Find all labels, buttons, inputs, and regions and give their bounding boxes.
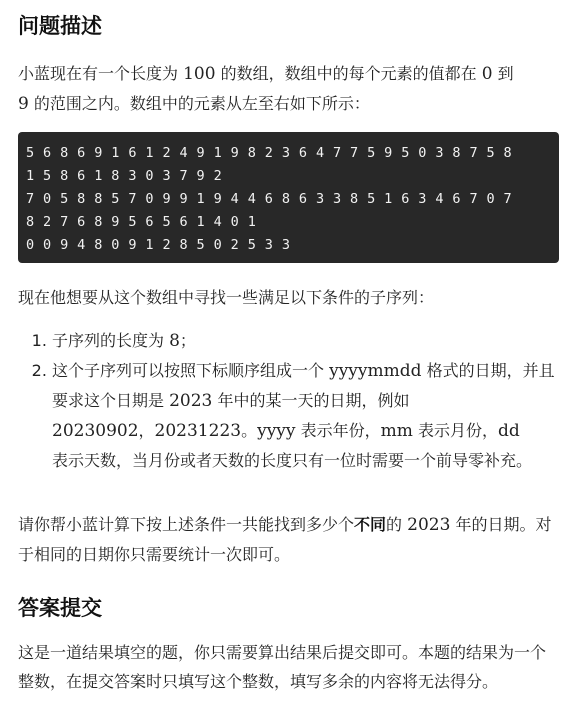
question-text-c: 年的日期。对于相同的日期你只需要统计一次即可。 [18, 515, 552, 564]
condition-2-text-h: 表示天数，当月份或者天数的长度只有一位时需要一个前导零补充。 [52, 451, 533, 470]
question-bold-distinct: 不同 [354, 515, 387, 534]
condition-1-text-a: 子序列的长度为 [52, 331, 170, 350]
condition-2-text-a: 这个子序列可以按照下标顺序组成一个 [52, 361, 330, 380]
intro-text-b: 的数组，数组中的每个元素的值都在 [215, 64, 482, 83]
array-length-number: 100 [183, 64, 216, 84]
code-line: 8 2 7 6 8 9 5 6 5 6 1 4 0 1 [26, 214, 257, 230]
range-max-number: 9 [18, 94, 29, 114]
answer-submission-heading: 答案提交 [18, 596, 102, 620]
subsequence-length-number: 8 [169, 331, 180, 351]
conditions-list [18, 326, 559, 475]
question-paragraph [18, 510, 559, 569]
dd-token: dd [497, 421, 520, 441]
example-date-1: 20230902 [52, 421, 139, 441]
question-text-a: 请你帮小蓝计算下按上述条件一共能找到多少个 [18, 515, 355, 534]
array-code-block [18, 132, 559, 263]
intro-text-d: 的范围之内。数组中的元素从左至右如下所示： [28, 94, 370, 113]
problem-description-heading: 问题描述 [18, 14, 102, 38]
conditions-lead-text: 现在他想要从这个数组中寻找一些满足以下条件的子序列： [18, 288, 435, 307]
intro-text-a: 小蓝现在有一个长度为 [18, 64, 184, 83]
question-text-b: 的 [386, 515, 408, 534]
condition-2-text-d: ， [138, 421, 155, 440]
yyyy-token: yyyy [257, 421, 296, 441]
mm-token: mm [380, 421, 413, 441]
condition-1-text-b: ； [179, 331, 196, 350]
condition-2-text-b: 格式的日期，并且要求这个日期是 [52, 361, 555, 410]
answer-instructions-text: 这是一道结果填空的题，你只需要算出结果后提交即可。本题的结果为一个整数，在提交答案时只填写这个整数，填写多余的内容将无法得分。 [18, 643, 547, 691]
intro-text-c: 到 [492, 64, 514, 83]
year-number: 2023 [169, 391, 213, 411]
condition-item-date-format [52, 356, 559, 475]
code-line: 5 6 8 6 9 1 6 1 2 4 9 1 9 8 2 3 6 4 7 7 5 9 5 0 3 8 7 5 8 [26, 145, 513, 161]
code-line: 7 0 5 8 8 5 7 0 9 9 1 9 4 4 6 8 6 3 3 8 5 1 6 3 4 6 7 0 7 [26, 191, 513, 207]
range-min-number: 0 [481, 64, 493, 84]
date-format-token: yyyymmdd [329, 361, 422, 381]
condition-2-text-c: 年中的某一天的日期，例如 [212, 391, 410, 410]
example-date-2: 20231223 [154, 421, 242, 441]
condition-2-text-f: 表示年份， [295, 421, 381, 440]
intro-paragraph [18, 59, 559, 119]
code-line: 0 0 9 4 8 0 9 1 2 8 5 0 2 5 3 3 [26, 237, 291, 253]
condition-2-text-g: 表示月份， [412, 421, 498, 440]
question-year-number: 2023 [407, 515, 451, 535]
condition-item-length [52, 326, 559, 356]
condition-2-text-e: 。 [241, 421, 258, 440]
code-line: 1 5 8 6 1 8 3 0 3 7 9 2 [26, 168, 223, 184]
